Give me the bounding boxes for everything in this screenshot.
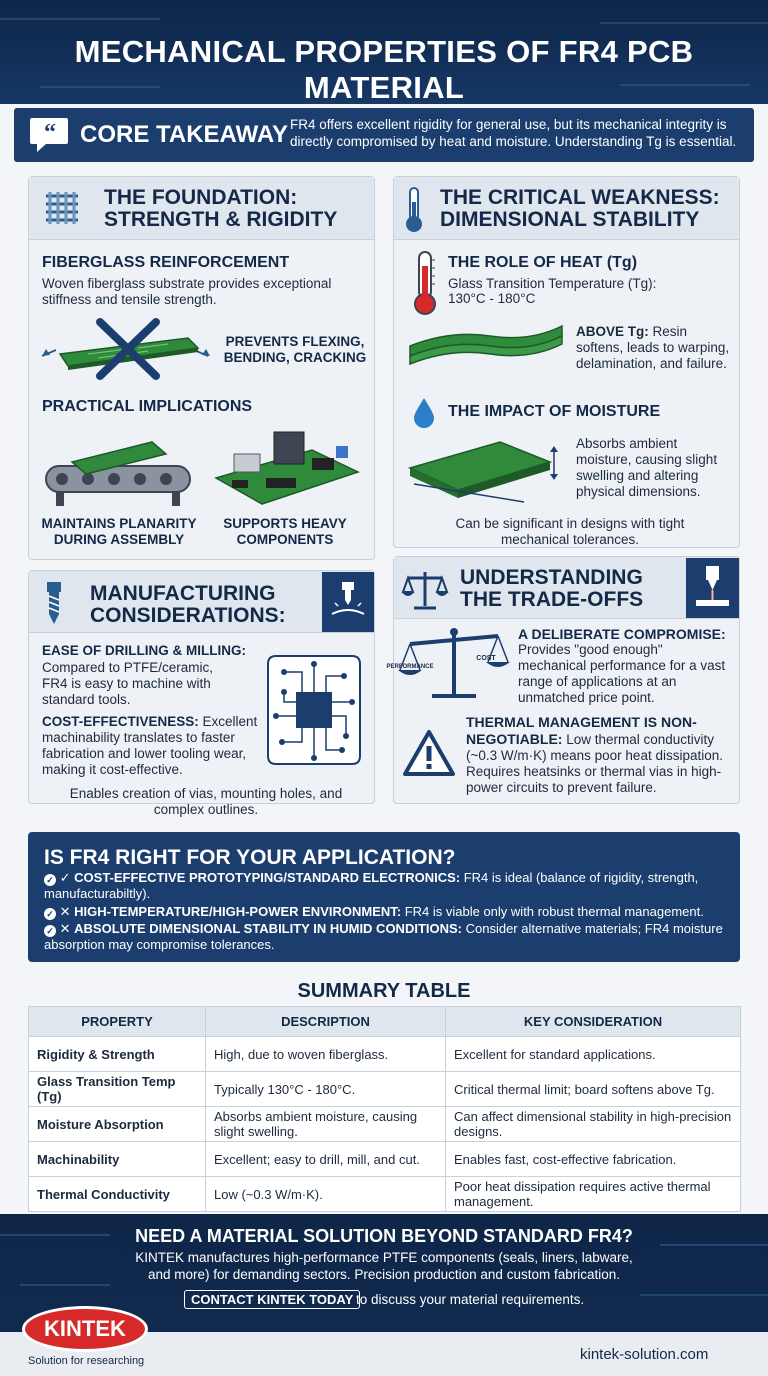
table-row (29, 1142, 741, 1177)
core-takeaway-text: FR4 offers excellent rigidity for general use, but its mechanical integrity is directly compromised by heat and moisture. Understanding Tg is essential. (290, 117, 737, 149)
weakness-title-line1: THE CRITICAL WEAKNESS: (440, 186, 720, 209)
moisture-title: THE IMPACT OF MOISTURE (448, 403, 661, 420)
check-circle-icon: ✓ (44, 874, 56, 886)
application-item-text: Consider alternative materials; FR4 moisture absorption may compromise tolerances. (44, 921, 723, 952)
table-cell: Machinability (29, 1142, 206, 1177)
circuit-chip-illustration (262, 650, 366, 775)
table-cell: Critical thermal limit; board softens above Tg. (446, 1072, 741, 1107)
page-title: MECHANICAL PROPERTIES OF FR4 PCB MATERIAL (74, 34, 694, 105)
column-header: KEY CONSIDERATION (446, 1007, 741, 1037)
thermal-text (466, 714, 732, 796)
hot-thermometer-icon (410, 250, 440, 321)
table-cell: Poor heat dissipation requires active thermal management. (446, 1177, 741, 1212)
application-item (44, 921, 734, 953)
summary-table (28, 1006, 741, 1212)
table-row (29, 1177, 741, 1212)
cta-description: to discuss your material requirements. (356, 1292, 585, 1307)
conveyor-illustration (42, 428, 194, 515)
drill-bit-icon (44, 580, 64, 631)
table-cell: Excellent for standard applications. (446, 1037, 741, 1072)
table-cell: Thermal Conductivity (29, 1177, 206, 1212)
cost-title: COST-EFFECTIVENESS: (42, 714, 199, 729)
drill-text: Compared to PTFE/ceramic, FR4 is easy to machine with standard tools. (42, 660, 214, 707)
quote-icon (30, 114, 70, 159)
application-item-mark: ✕ (59, 904, 71, 919)
scale-cost-label: COST (476, 655, 496, 662)
planarity-label-line2: DURING ASSEMBLY (53, 532, 185, 547)
drill-title: EASE OF DRILLING & MILLING: (42, 643, 246, 658)
manufacturing-title-line1: MANUFACTURING (90, 582, 276, 605)
heat-line2: 130°C - 180°C (448, 291, 536, 306)
logo-tagline: Solution for researching (28, 1355, 145, 1367)
planarity-label-line1: MAINTAINS PLANARITY (41, 516, 197, 531)
tradeoff-scale-illustration (386, 624, 510, 709)
cost-desc: Excellent machinability translates to faster fabrication and lower tooling wear, making it cost-effective. (42, 714, 258, 777)
application-item-mark: ✓ (59, 870, 71, 885)
tradeoffs-title-line1: UNDERSTANDING (460, 566, 643, 589)
application-item-label: COST-EFFECTIVE PROTOTYPING/STANDARD ELECTRONICS: (74, 870, 461, 885)
tolerance-note: Can be significant in designs with tight mechanical tolerances. (455, 516, 685, 547)
tradeoffs-title-line2: THE TRADE-OFFS (460, 588, 644, 611)
swelling-board-illustration (404, 432, 564, 511)
table-row (29, 1037, 741, 1072)
table-cell: Enables fast, cost-effective fabrication. (446, 1142, 741, 1177)
application-item-label: ABSOLUTE DIMENSIONAL STABILITY IN HUMID CONDITIONS: (74, 921, 462, 936)
above-tg-desc: Resin softens, leads to warping, delamination, and failure. (576, 324, 730, 371)
thermometer-icon (404, 186, 424, 239)
column-header: PROPERTY (29, 1007, 206, 1037)
heavy-board-illustration (212, 428, 362, 513)
laser-cutter-icon (686, 558, 739, 618)
heavy-label-line2: COMPONENTS (236, 532, 334, 547)
manufacturing-title-line2: CONSIDERATIONS: (90, 604, 286, 627)
rigid-board-illustration (38, 318, 218, 385)
table-row (29, 1107, 741, 1142)
table-cell: Moisture Absorption (29, 1107, 206, 1142)
practical-title: PRACTICAL IMPLICATIONS (42, 398, 253, 415)
cost-text (42, 714, 264, 778)
table-cell: Typically 130°C - 180°C. (206, 1072, 446, 1107)
vias-note: Enables creation of vias, mounting holes, and complex outlines. (69, 786, 343, 817)
heavy-label-line1: SUPPORTS HEAVY (223, 516, 347, 531)
table-cell: Glass Transition Temp (Tg) (29, 1072, 206, 1107)
application-item (44, 904, 734, 920)
table-cell: Low (~0.3 W/m·K). (206, 1177, 446, 1212)
woven-fiber-icon (42, 188, 82, 233)
column-header: DESCRIPTION (206, 1007, 446, 1037)
application-item-mark: ✕ (59, 921, 71, 936)
table-cell: Can affect dimensional stability in high-precision designs. (446, 1107, 741, 1142)
above-tg-label: ABOVE Tg: (576, 324, 649, 339)
heat-line1: Glass Transition Temperature (Tg): (448, 276, 657, 291)
application-item-text: FR4 is ideal (balance of rigidity, strength, manufacturabiltly). (44, 870, 699, 901)
fiberglass-title: FIBERGLASS REINFORCEMENT (42, 254, 290, 271)
warning-icon (402, 728, 456, 783)
weakness-title-line2: DIMENSIONAL STABILITY (440, 208, 700, 231)
thermal-title: THERMAL MANAGEMENT IS NON-NEGOTIABLE: (466, 714, 697, 747)
table-cell: High, due to woven fiberglass. (206, 1037, 446, 1072)
application-item-label: HIGH-TEMPERATURE/HIGH-POWER ENVIRONMENT: (74, 904, 402, 919)
cnc-mill-icon (322, 572, 374, 632)
check-circle-icon: ✓ (44, 925, 56, 937)
prevents-label-line2: BENDING, CRACKING (223, 350, 367, 365)
compromise-text: Provides "good enough" mechanical performance for a vast range of applications at an unmatched price point. (518, 642, 726, 705)
footer-body: KINTEK manufactures high-performance PTFE components (seals, liners, labware, and more) for demanding sectors. Precision production and custom fabrication. (135, 1250, 633, 1282)
scale-performance-label: PERFORMANCE (386, 664, 434, 670)
kintek-logo[interactable]: KINTEK (22, 1306, 148, 1352)
check-circle-icon: ✓ (44, 908, 56, 920)
core-takeaway-title: CORE TAKEAWAY (80, 121, 289, 148)
application-item-text: FR4 is viable only with robust thermal management. (401, 904, 704, 919)
foundation-title-line1: THE FOUNDATION: (104, 186, 298, 209)
table-cell: Absorbs ambient moisture, causing slight swelling. (206, 1107, 446, 1142)
heat-title: THE ROLE OF HEAT (Tg) (448, 254, 638, 271)
summary-title: SUMMARY TABLE (297, 980, 471, 1002)
contact-kintek-button[interactable]: CONTACT KINTEK TODAY (184, 1290, 360, 1309)
water-drop-icon (412, 396, 436, 433)
table-cell: Rigidity & Strength (29, 1037, 206, 1072)
table-header-row (29, 1007, 741, 1037)
prevents-label-line1: PREVENTS FLEXING, (225, 334, 365, 349)
fiberglass-text: Woven fiberglass substrate provides exceptional stiffness and tensile strength. (42, 276, 332, 307)
warped-board-illustration (406, 318, 566, 373)
moisture-text: Absorbs ambient moisture, causing slight swelling and altering physical dimensions. (576, 436, 718, 499)
table-cell: Excellent; easy to drill, mill, and cut. (206, 1142, 446, 1177)
above-tg-text (576, 324, 736, 372)
compromise-title: A DELIBERATE COMPROMISE: (518, 626, 726, 642)
application-title: IS FR4 RIGHT FOR YOUR APPLICATION? (44, 846, 456, 869)
balance-scale-icon (402, 568, 448, 617)
application-item (44, 870, 734, 902)
footer-title: NEED A MATERIAL SOLUTION BEYOND STANDARD FR4? (135, 1226, 633, 1246)
svg-text:“: “ (44, 120, 56, 146)
thermal-desc: Low thermal conductivity (~0.3 W/m·K) means poor heat dissipation. Requires heatsinks or thermal vias in high-power circuits to prevent failure. (466, 732, 723, 795)
table-row (29, 1072, 741, 1107)
foundation-title-line2: STRENGTH & RIGIDITY (104, 208, 338, 231)
website-link[interactable]: kintek-solution.com (580, 1346, 709, 1363)
